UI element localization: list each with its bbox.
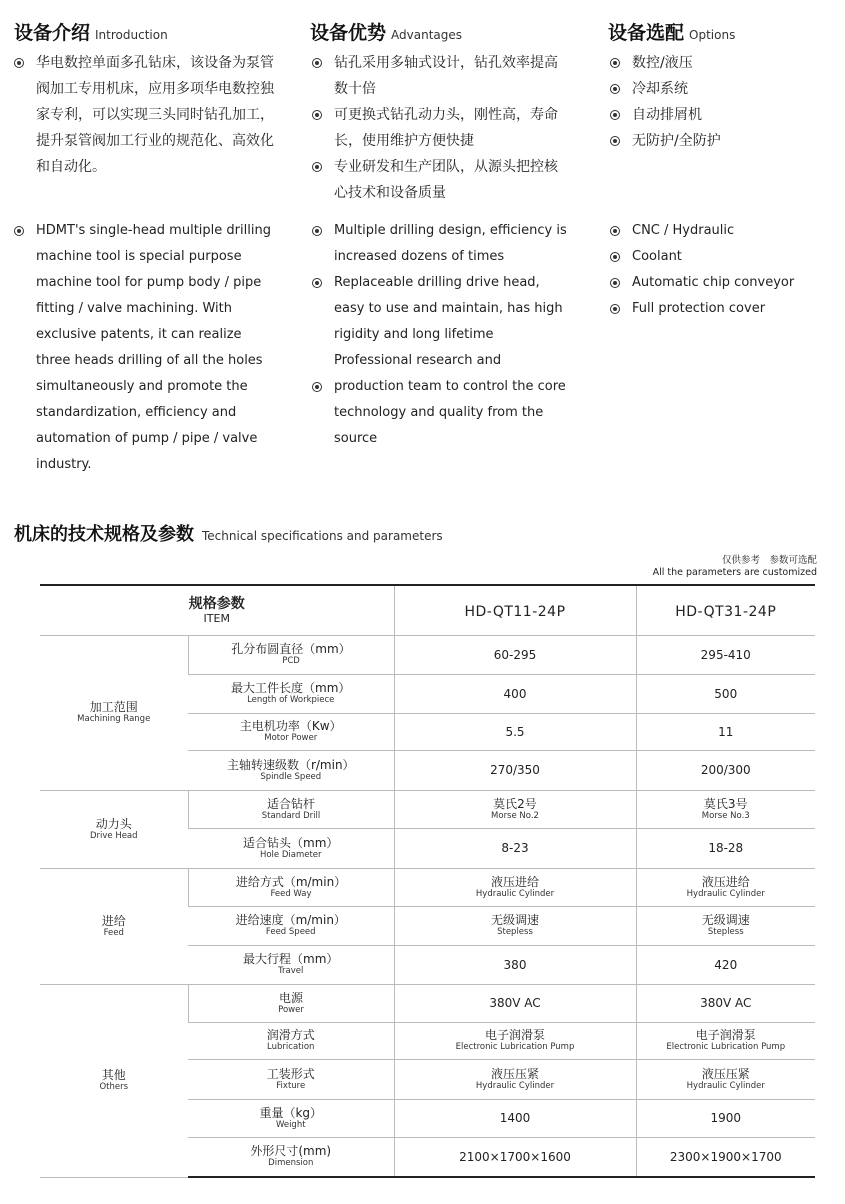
value-zh: 电子润滑泵 <box>695 1028 756 1042</box>
bullet-icon <box>312 162 322 172</box>
value-text: 8-23 <box>501 841 529 855</box>
param-zh: 主轴转速级数（r/min） <box>226 757 355 772</box>
group-cell <box>40 868 188 984</box>
group-label-en: Feed <box>103 927 124 938</box>
bullet-icon <box>610 110 620 120</box>
options-en-list <box>610 218 830 322</box>
param-en: Motor Power <box>264 733 318 743</box>
bullet-icon <box>610 58 620 68</box>
value-cell <box>636 828 815 868</box>
value-text: 2300×1900×1700 <box>669 1149 782 1164</box>
value-zh: 液压压紧 <box>701 1066 750 1081</box>
bullet-icon <box>312 382 322 392</box>
option-en-text: CNC / Hydraulic <box>632 223 735 238</box>
param-en: Power <box>278 1004 304 1015</box>
param-cell <box>188 1022 394 1059</box>
value-text: 380 <box>503 957 527 972</box>
value-en: Electronic Lubrication Pump <box>455 1042 575 1052</box>
option-zh-text: 冷却系统 <box>632 81 688 97</box>
value-cell <box>636 1059 815 1099</box>
option-zh-item <box>610 50 830 76</box>
advantage-zh-text: 钻孔采用多轴式设计，钻孔效率提高数十倍 <box>334 55 558 97</box>
param-zh: 主电机功率（Kw） <box>239 719 342 733</box>
advantage-zh-text: 专业研发和生产团队，从源头把控核心技术和设备质量 <box>334 159 558 201</box>
specs-note-en: All the parameters are customized <box>652 567 817 578</box>
value-text: 295-410 <box>700 647 751 662</box>
value-cell <box>636 635 815 674</box>
intro-zh-block <box>14 50 276 180</box>
value-cell <box>394 1022 636 1059</box>
value-text: 380V AC <box>489 996 541 1010</box>
option-zh-item <box>610 76 830 102</box>
specs-title <box>14 520 443 546</box>
advantages-en-list <box>312 218 570 452</box>
option-en-item <box>610 296 830 322</box>
advantages-title <box>310 18 462 45</box>
value-en: Stepless <box>707 927 744 937</box>
group-cell <box>40 984 188 1177</box>
value-cell <box>394 945 636 984</box>
param-en: Length of Workpiece <box>247 695 335 705</box>
intro-title-zh: 设备介绍 <box>14 22 91 44</box>
param-zh: 进给速度（m/min） <box>235 913 346 927</box>
table-row <box>40 984 815 1022</box>
bullet-icon <box>610 226 620 236</box>
value-cell <box>394 713 636 750</box>
advantage-en-text: production team to control the core technology and quality from the source <box>334 379 566 446</box>
param-zh: 外形尺寸(mm) <box>250 1144 332 1159</box>
specs-title-zh: 机床的技术规格及参数 <box>14 524 194 545</box>
value-cell <box>636 984 815 1022</box>
specs-title-en: Technical specifications and parameters <box>202 529 443 543</box>
param-cell <box>188 750 394 790</box>
param-cell <box>188 868 394 906</box>
group-label-zh: 加工范围 <box>89 700 138 714</box>
intro-en-item <box>14 218 276 478</box>
value-en: Hydraulic Cylinder <box>475 1080 555 1091</box>
option-zh-text: 自动排屑机 <box>632 107 702 123</box>
value-zh: 电子润滑泵 <box>484 1028 545 1042</box>
advantage-zh-item <box>312 154 570 206</box>
param-zh: 孔分布圆直径（mm） <box>231 642 351 656</box>
advantage-en-item <box>312 270 570 374</box>
param-zh: 适合钻杆 <box>266 796 315 811</box>
param-cell <box>188 790 394 828</box>
intro-title-en: Introduction <box>95 28 168 42</box>
param-zh: 适合钻头（mm） <box>243 835 339 850</box>
value-text: 500 <box>714 686 738 701</box>
value-en: Electronic Lubrication Pump <box>666 1042 786 1052</box>
param-en: Lubrication <box>267 1042 315 1052</box>
value-cell <box>394 750 636 790</box>
table-row <box>40 635 815 674</box>
header-item-zh: 规格参数 <box>188 595 245 612</box>
param-cell <box>188 674 394 713</box>
bullet-icon <box>312 58 322 68</box>
intro-zh-item <box>14 50 276 180</box>
param-en: Travel <box>278 966 304 976</box>
param-cell <box>188 984 394 1022</box>
value-text: 380V AC <box>700 996 752 1010</box>
group-label-zh: 其他 <box>101 1068 126 1082</box>
group-label-en: Others <box>99 1082 129 1092</box>
param-en: Feed Speed <box>265 927 316 937</box>
specs-note-zh: 仅供参考 参数可选配 <box>721 555 817 566</box>
value-cell <box>394 1059 636 1099</box>
value-cell <box>394 635 636 674</box>
param-zh: 进给方式（m/min） <box>235 874 347 889</box>
advantage-zh-text: 可更换式钻孔动力头，刚性高，寿命长，使用维护方便快捷 <box>334 107 558 149</box>
param-en: Hole Diameter <box>259 849 322 860</box>
param-en: Spindle Speed <box>260 771 322 782</box>
value-cell <box>636 868 815 906</box>
value-cell <box>394 1137 636 1177</box>
options-title-zh: 设备选配 <box>608 22 685 44</box>
value-cell <box>636 674 815 713</box>
group-cell <box>40 790 188 868</box>
param-en: Standard Drill <box>261 810 321 821</box>
advantages-title-zh: 设备优势 <box>310 22 387 44</box>
bullet-icon <box>610 304 620 314</box>
group-label-en: Machining Range <box>77 714 151 724</box>
value-cell <box>636 1099 815 1137</box>
intro-en-text: HDMT's single-head multiple drilling machine tool is special purpose machine tool for pump body / pipe fitting / valve machining. With exclusive patents, it can realize three heads drilling of all the holes simultaneously and promote the standardization, efficiency and automation of pump / pipe / valve industry. <box>36 223 271 472</box>
value-cell <box>394 1099 636 1137</box>
param-zh: 重量（kg） <box>259 1105 323 1120</box>
value-cell <box>636 945 815 984</box>
value-cell <box>394 828 636 868</box>
value-cell <box>394 984 636 1022</box>
value-en: Hydraulic Cylinder <box>686 1080 765 1091</box>
bullet-icon <box>312 226 322 236</box>
value-cell <box>636 1022 815 1059</box>
value-zh: 液压进给 <box>701 874 750 889</box>
value-text: 270/350 <box>490 763 540 777</box>
param-cell <box>188 1099 394 1137</box>
bullet-icon <box>312 278 322 288</box>
option-zh-text: 无防护/全防护 <box>632 133 721 149</box>
bullet-icon <box>610 84 620 94</box>
param-zh: 电源 <box>278 990 303 1005</box>
group-label-zh: 进给 <box>101 913 126 928</box>
option-en-text: Full protection cover <box>632 301 766 316</box>
bullet-icon <box>14 58 24 68</box>
value-zh: 莫氏3号 <box>703 796 748 811</box>
value-cell <box>636 1137 815 1177</box>
group-label-en: Drive Head <box>89 830 138 841</box>
model-1-label: HD-QT11-24P <box>464 603 566 620</box>
value-en: Hydraulic Cylinder <box>475 888 555 899</box>
value-text: 60-295 <box>493 647 537 662</box>
value-zh: 液压压紧 <box>490 1066 539 1081</box>
param-zh: 工装形式 <box>266 1066 315 1081</box>
value-zh: 无级调速 <box>701 913 750 927</box>
options-zh-list <box>610 50 830 154</box>
value-text: 1400 <box>499 1111 531 1125</box>
bullet-icon <box>14 226 24 236</box>
param-zh: 润滑方式 <box>266 1028 315 1042</box>
value-cell <box>394 868 636 906</box>
value-text: 1900 <box>710 1111 742 1125</box>
param-cell <box>188 945 394 984</box>
header-model-2 <box>636 585 815 635</box>
header-model-1 <box>394 585 636 635</box>
param-cell <box>188 828 394 868</box>
value-cell <box>394 906 636 945</box>
option-en-item <box>610 270 830 296</box>
param-cell <box>188 1059 394 1099</box>
param-en: Fixture <box>276 1080 306 1091</box>
param-en: PCD <box>282 656 300 666</box>
value-text: 5.5 <box>505 724 525 739</box>
value-zh: 莫氏2号 <box>493 796 537 811</box>
option-en-item <box>610 244 830 270</box>
param-cell <box>188 1137 394 1177</box>
advantage-zh-item <box>312 50 570 102</box>
bullet-icon <box>610 136 620 146</box>
group-cell <box>40 635 188 790</box>
model-2-label: HD-QT31-24P <box>675 603 777 620</box>
option-zh-item <box>610 128 830 154</box>
param-zh: 最大工件长度（mm） <box>231 681 351 695</box>
value-cell <box>636 906 815 945</box>
value-cell <box>636 750 815 790</box>
param-cell <box>188 635 394 674</box>
option-zh-text: 数控/液压 <box>632 55 693 71</box>
param-en: Feed Way <box>270 888 312 899</box>
value-text: 18-28 <box>708 841 744 855</box>
value-text: 400 <box>503 686 527 701</box>
advantage-en-item <box>312 374 570 452</box>
group-label-zh: 动力头 <box>95 816 132 831</box>
intro-zh-text: 华电数控单面多孔钻床，该设备为泵管阀加工专用机床，应用多项华电数控独家专利，可以实现三头同时钻孔加工，提升泵管阀加工行业的规范化、高效化和自动化。 <box>36 55 274 175</box>
option-en-item <box>610 218 830 244</box>
option-en-text: Automatic chip conveyor <box>632 275 795 290</box>
param-en: Dimension <box>268 1158 314 1169</box>
advantages-title-en: Advantages <box>391 28 463 42</box>
value-en: Morse No.3 <box>701 810 750 821</box>
spec-table <box>40 584 815 1178</box>
bullet-icon <box>610 252 620 262</box>
options-title <box>608 18 735 45</box>
header-item-en: ITEM <box>203 611 230 625</box>
advantage-en-item <box>312 218 570 270</box>
value-zh: 液压进给 <box>490 874 539 889</box>
value-en: Stepless <box>497 927 533 937</box>
param-zh: 最大行程（mm） <box>243 952 339 966</box>
value-cell <box>394 674 636 713</box>
value-zh: 无级调速 <box>490 913 539 927</box>
option-zh-item <box>610 102 830 128</box>
option-en-text: Coolant <box>632 249 682 264</box>
intro-en-block <box>14 218 276 478</box>
param-cell <box>188 713 394 750</box>
value-text: 420 <box>714 957 738 972</box>
value-cell <box>636 790 815 828</box>
value-text: 11 <box>718 724 734 739</box>
value-en: Morse No.2 <box>491 810 539 821</box>
bullet-icon <box>312 110 322 120</box>
param-cell <box>188 906 394 945</box>
advantage-en-text: Multiple drilling design, efficiency is increased dozens of times <box>334 223 567 264</box>
advantage-en-text: Replaceable drilling drive head, easy to use and maintain, has high rigidity and long lifetime Professional research and <box>334 275 563 368</box>
intro-title <box>14 18 168 45</box>
options-title-en: Options <box>689 28 736 42</box>
value-text: 200/300 <box>700 763 751 777</box>
advantage-zh-item <box>312 102 570 154</box>
header-item-cell <box>40 585 394 635</box>
table-header-row <box>40 585 815 635</box>
advantages-zh-list <box>312 50 570 206</box>
value-cell <box>636 713 815 750</box>
value-cell <box>394 790 636 828</box>
param-en: Weight <box>275 1119 306 1130</box>
value-text: 2100×1700×1600 <box>459 1149 571 1164</box>
table-row <box>40 868 815 906</box>
table-row <box>40 790 815 828</box>
bullet-icon <box>610 278 620 288</box>
value-en: Hydraulic Cylinder <box>686 888 765 899</box>
